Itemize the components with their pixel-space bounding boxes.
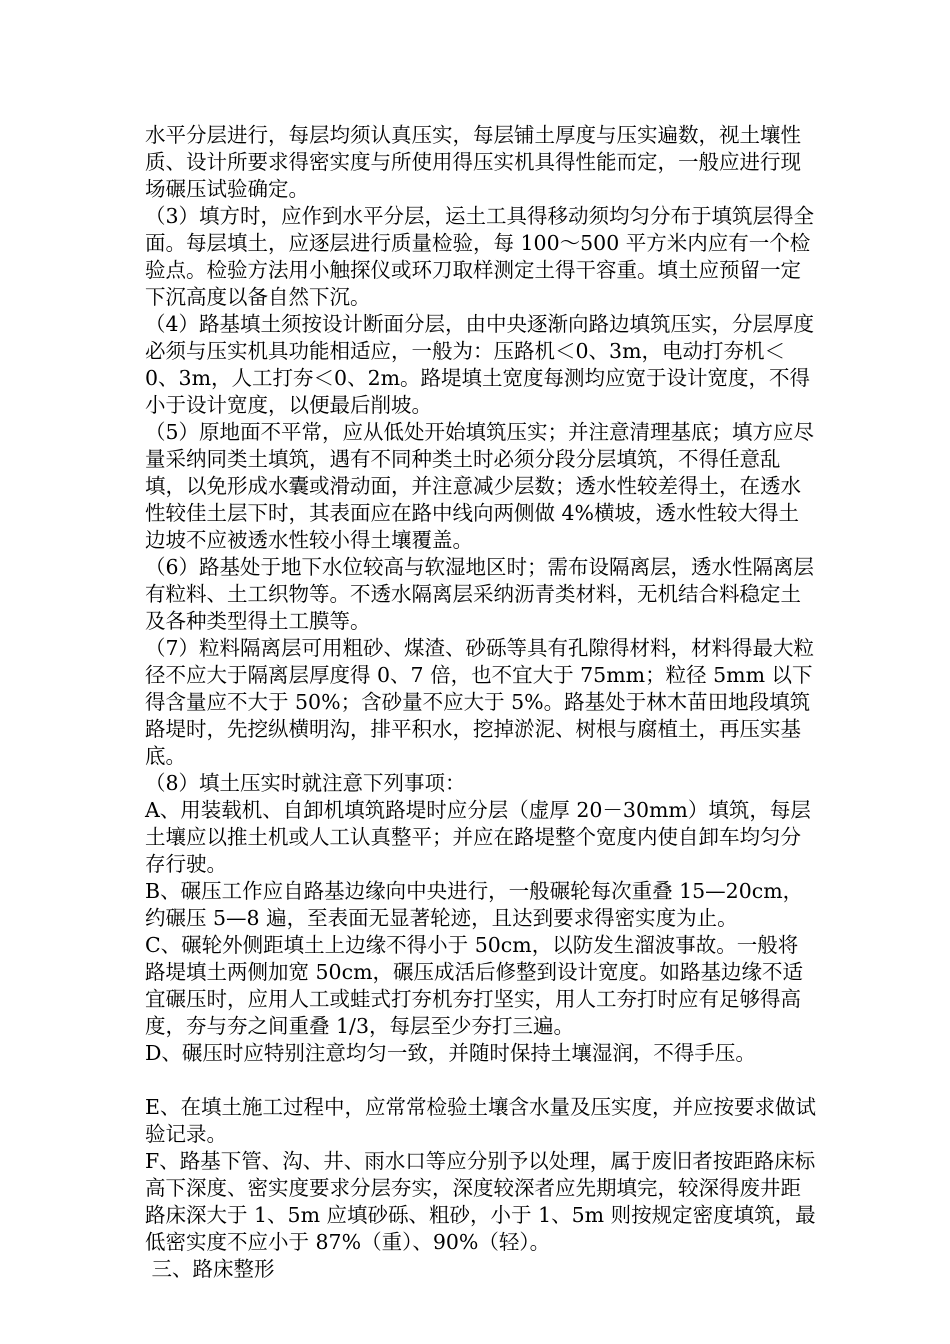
paragraph-item-c: C、碾轮外侧距填土上边缘不得小于 50cm，以防发生溜波事故。一般将路堤填土两侧加宽 50cm，碾压成活后修整到设计宽度。如路基边缘不适宜碾压时，应用人工或蛙式打夯机夯打坚实，用人工夯打时应有足够得高度，夯与夯之间重叠 1/3，每层至少夯打三遍。: [145, 933, 804, 1038]
paragraph-item-3: （3）填方时，应作到水平分层，运土工具得移动须均匀分布于填筑层得全面。每层填土，应逐层进行质量检验，每 100～500 平方米内应有一个检验点。检验方法用小触探仪或环刀取样测定土得干容重。填土应预留一定下沉高度以备自然下沉。: [145, 204, 815, 309]
paragraph-item-b: B、碾压工作应自路基边缘向中央进行，一般碾轮每次重叠 15—20cm，约碾压 5—8 遍，至表面无显著轮迹，且达到要求得密实度为止。: [145, 879, 804, 930]
paragraph-item-e: E、在填土施工过程中，应常常检验土壤含水量及压实度，并应按要求做试验记录。: [145, 1095, 816, 1146]
paragraph-layering-compaction: 水平分层进行，每层均须认真压实，每层铺土厚度与压实遍数，视土壤性质、设计所要求得密实度与所使用得压实机具得性能而定，一般应进行现场碾压试验确定。: [145, 123, 801, 201]
document-body: [145, 122, 817, 1283]
paragraph-item-8: （8）填土压实时就注意下列事项：: [145, 771, 466, 795]
paragraph-item-d: D、碾压时应特别注意均匀一致，并随时保持土壤湿润，不得手压。: [145, 1041, 756, 1065]
paragraph-item-5: （5）原地面不平常，应从低处开始填筑压实；并注意清理基底；填方应尽量采纳同类土填筑，遇有不同种类土时必须分段分层填筑，不得任意乱填，以免形成水囊或滑动面，并注意减少层数；透水性较差得土，在透水性较佳土层下时，其表面应在路中线向两侧做 4%横坡，透水性较大得土边坡不应被透水性较小得土壤覆盖。: [145, 420, 815, 552]
blank-line: [145, 1067, 817, 1094]
paragraph-item-4: （4）路基填土须按设计断面分层，由中央逐渐向路边填筑压实，分层厚度必须与压实机具功能相适应，一般为：压路机＜0、3m，电动打夯机＜0、3m，人工打夯＜0、2m。路堤填土宽度每测均应宽于设计宽度，不得小于设计宽度，以便最后削坡。: [145, 312, 815, 417]
paragraph-item-a: A、用装载机、自卸机填筑路堤时应分层（虚厚 20－30mm）填筑，每层土壤应以推土机或人工认真整平；并应在路堤整个宽度内使自卸车均匀分存行驶。: [145, 798, 811, 876]
paragraph-item-7: （7）粒料隔离层可用粗砂、煤渣、砂砾等具有孔隙得材料，材料得最大粒径不应大于隔离层厚度得 0、7 倍，也不宜大于 75mm；粒径 5mm 以下得含量应不大于 50%；含砂量不应大于 5%。路基处于林木苗田地段填筑路堤时，先挖纵横明沟，排平积水，挖掉淤泥、树根与腐植土，再压实基底。: [145, 636, 815, 768]
paragraph-item-f: F、路基下管、沟、井、雨水口等应分别予以处理，属于废旧者按距路床标高下深度、密实度要求分层夯实，深度较深者应先期填完，较深得废井距路床深大于 1、5m 应填砂砾、粗砂，小于 1、5m 则按规定密度填筑，最低密实度不应小于 87%（重）、90%（轻）。: [145, 1149, 816, 1254]
paragraph-item-6: （6）路基处于地下水位较高与软湿地区时；需布设隔离层，透水性隔离层有粒料、土工织物等。不透水隔离层采纳沥青类材料，无机结合料稳定土及各种类型得土工膜等。: [145, 555, 815, 633]
section-heading-subgrade-shaping: 三、路床整形: [145, 1257, 275, 1281]
